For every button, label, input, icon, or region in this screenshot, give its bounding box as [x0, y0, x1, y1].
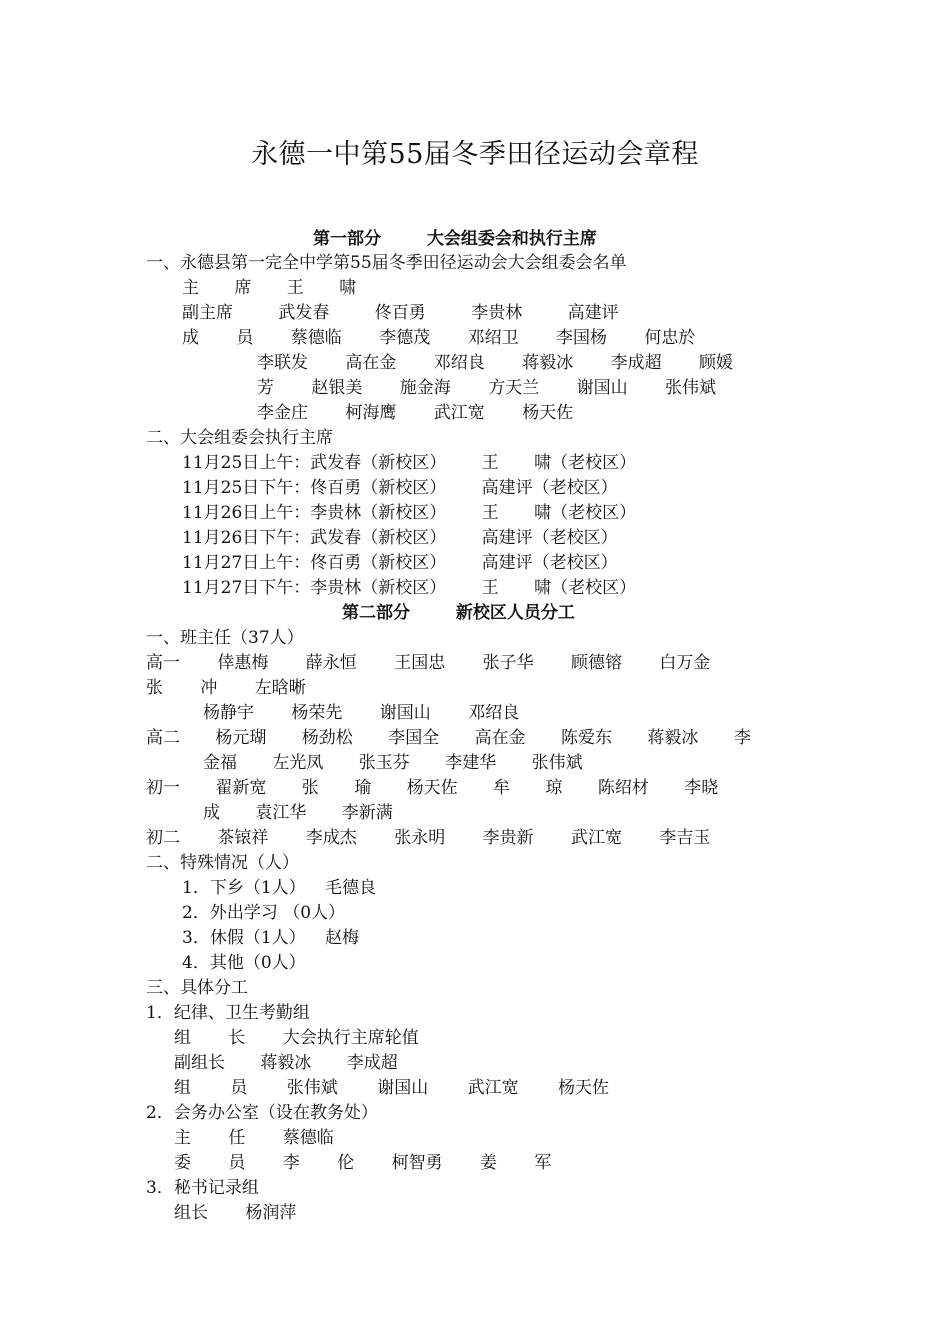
committee-member-line: 李金庄 柯海鹰 武江宽 杨天佐: [257, 403, 574, 423]
exec-chair-row: 11月26日下午：武发春（新校区） 高建评（老校区）: [182, 528, 618, 548]
part2-sec3-heading: 三、具体分工: [146, 978, 248, 998]
exec-chair-row: 11月27日下午：李贵林（新校区） 王 啸（老校区）: [182, 578, 637, 598]
part1-heading: 第一部分 大会组委会和执行主席: [313, 229, 597, 249]
exec-chair-row: 11月27日上午：佟百勇（新校区） 高建评（老校区）: [182, 553, 618, 573]
group-line: 主 任 蔡德临: [174, 1128, 334, 1148]
committee-member-line: 李联发 高在金 邓绍良 蒋毅冰 李成超 顾媛: [257, 353, 734, 373]
group-line: 组长 杨润萍: [174, 1203, 297, 1223]
exec-chair-row: 11月26日上午：李贵林（新校区） 王 啸（老校区）: [182, 503, 637, 523]
committee-member-line: 芳 赵银美 施金海 方天兰 谢国山 张伟斌: [257, 378, 717, 398]
homeroom-line: 杨静宇 杨荣先 谢国山 邓绍良: [203, 703, 520, 723]
homeroom-line: 成 袁江华 李新满: [203, 803, 393, 823]
homeroom-line: 张 冲 左晗晰: [146, 678, 306, 698]
homeroom-line: 高一 倖惠梅 薛永恒 王国忠 张子华 顾德镕 白万金: [146, 653, 711, 673]
exec-chair-row: 11月25日上午：武发春（新校区） 王 啸（老校区）: [182, 453, 637, 473]
group-line: 副组长 蒋毅冰 李成超: [174, 1053, 398, 1073]
part2-sec2-heading: 二、特殊情况（人）: [146, 853, 299, 873]
special-case-item: 4．其他（0人）: [182, 953, 306, 973]
group-heading: 2．会务办公室（设在教务处）: [146, 1103, 378, 1123]
special-case-item: 3．休假（1人） 赵梅: [182, 928, 360, 948]
group-heading: 1．纪律、卫生考勤组: [146, 1003, 310, 1023]
exec-chair-row: 11月25日下午：佟百勇（新校区） 高建评（老校区）: [182, 478, 618, 498]
part1-sec2-heading: 二、大会组委会执行主席: [146, 428, 333, 448]
document-title: 永德一中第55届冬季田径运动会章程: [251, 139, 699, 170]
homeroom-line: 高二 杨元瑚 杨劲松 李国全 高在金 陈爱东 蒋毅冰 李: [146, 728, 751, 748]
homeroom-line: 金福 左光凤 张玉芬 李建华 张伟斌: [203, 753, 583, 773]
part2-sec1-heading: 一、班主任（37人）: [146, 628, 304, 648]
group-heading: 3．秘书记录组: [146, 1178, 259, 1198]
homeroom-line: 初二 茶锿祥 李成杰 张永明 李贵新 武江宽 李吉玉: [146, 828, 711, 848]
group-line: 委 员 李 伦 柯智勇 姜 军: [174, 1153, 552, 1173]
special-case-item: 2．外出学习 （0人）: [182, 903, 346, 923]
committee-vice-chairs: 副主席 武发春 佟百勇 李贵林 高建评: [182, 303, 619, 323]
group-line: 组 长 大会执行主席轮值: [174, 1028, 419, 1048]
special-case-item: 1．下乡（1人） 毛德良: [182, 878, 377, 898]
group-line: 组 员 张伟斌 谢国山 武江宽 杨天佐: [174, 1078, 610, 1098]
committee-member-line: 成 员 蔡德临 李德茂 邓绍卫 李国杨 何忠於: [182, 328, 696, 348]
part1-sec1-heading: 一、永德县第一完全中学第55届冬季田径运动会大会组委会名单: [146, 253, 627, 273]
committee-chair: 主 席 王 啸: [182, 278, 357, 298]
homeroom-line: 初一 翟新宽 张 瑜 杨天佐 牟 琼 陈绍材 李晓: [146, 778, 719, 798]
part2-heading: 第二部分 新校区人员分工: [342, 603, 575, 623]
